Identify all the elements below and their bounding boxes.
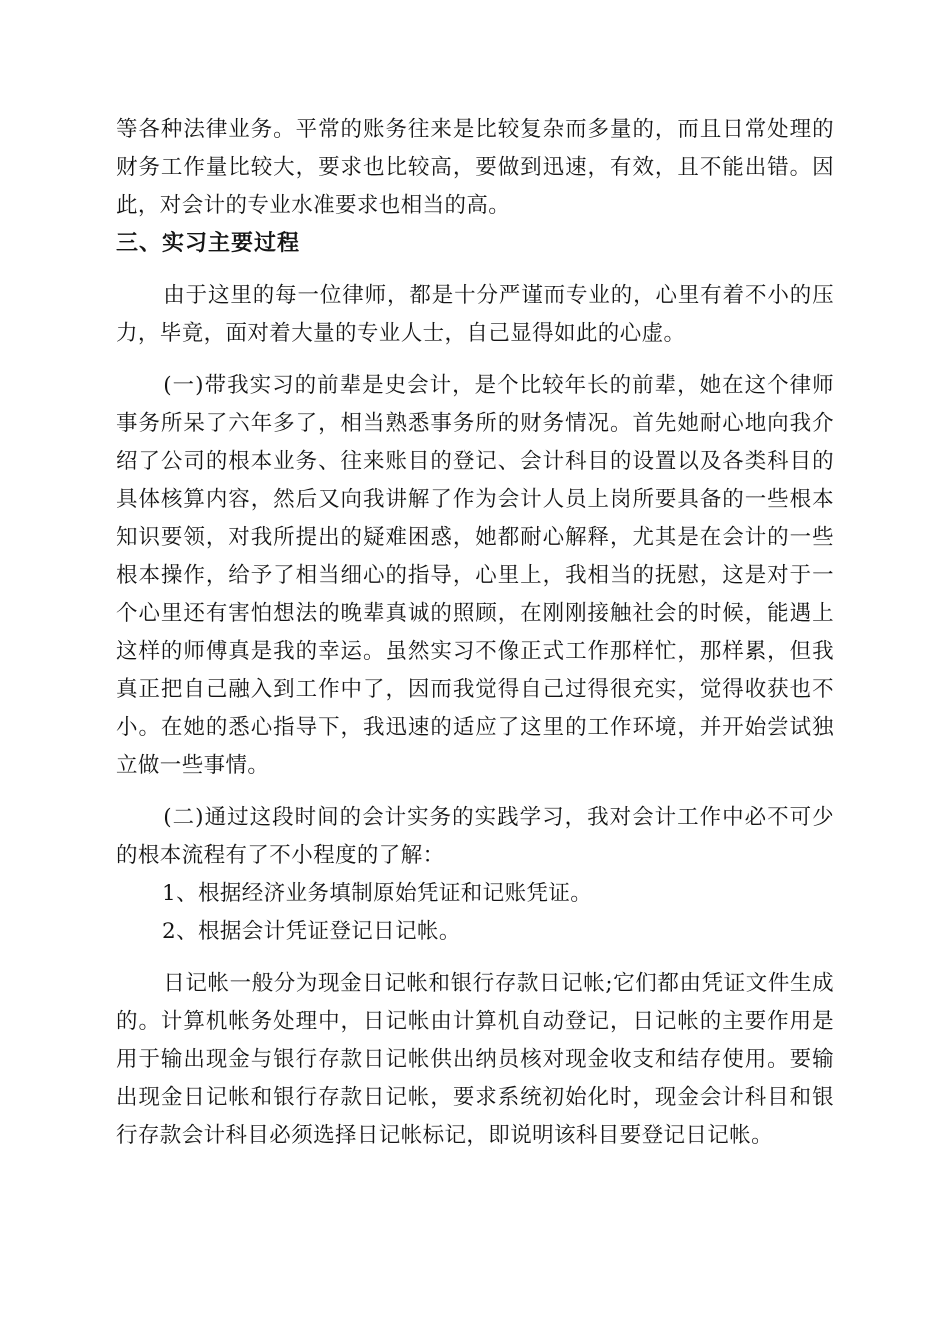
list-item-1: 1、根据经济业务填制原始凭证和记账凭证。 [162, 881, 593, 906]
document-body [116, 111, 834, 1155]
paragraph-pressure: 由于这里的每一位律师，都是十分严谨而专业的，心里有着不小的压力，毕竟，面对着大量的专业人士，自己显得如此的心虚。 [116, 283, 834, 346]
paragraph-mentor: (一)带我实习的前辈是史会计，是个比较年长的前辈，她在这个律师事务所呆了六年多了，相当熟悉事务所的财务情况。首先她耐心地向我介绍了公司的根本业务、往来账目的登记、会计科目的设置以及各类科目的具体核算内容，然后又向我讲解了作为会计人员上岗所要具备的一些根本知识要领，对我所提出的疑难困惑，她都耐心解释，尤其是在会计的一些根本操作，给予了相当细心的指导，心里上，我相当的抚慰，这是对于一个心里还有害怕想法的晚辈真诚的照顾，在刚刚接触社会的时候，能遇上这样的师傅真是我的幸运。虽然实习不像正式工作那样忙，那样累，但我真正把自己融入到工作中了，因而我觉得自己过得很充实，觉得收获也不小。在她的悉心指导下，我迅速的适应了这里的工作环境，并开始尝试独立做一些事情。 [116, 373, 834, 778]
section-heading-internship-process: 三、实习主要过程 [116, 231, 301, 256]
paragraph-intro-continuation: 等各种法律业务。平常的账务往来是比较复杂而多量的，而且日常处理的财务工作量比较大，要求也比较高，要做到迅速，有效，且不能出错。因此，对会计的专业水准要求也相当的高。 [116, 117, 834, 218]
list-item-2: 2、根据会计凭证登记日记帐。 [162, 919, 461, 944]
paragraph-practice: (二)通过这段时间的会计实务的实践学习，我对会计工作中必不可少的根本流程有了不小程度的了解： [116, 805, 834, 868]
paragraph-journal: 日记帐一般分为现金日记帐和银行存款日记帐;它们都由凭证文件生成的。计算机帐务处理中，日记帐由计算机自动登记，日记帐的主要作用是用于输出现金与银行存款日记帐供出纳员核对现金收支和结存使用。要输出现金日记帐和银行存款日记帐，要求系统初始化时，现金会计科目和银行存款会计科目必须选择日记帐标记，即说明该科目要登记日记帐。 [116, 971, 834, 1148]
